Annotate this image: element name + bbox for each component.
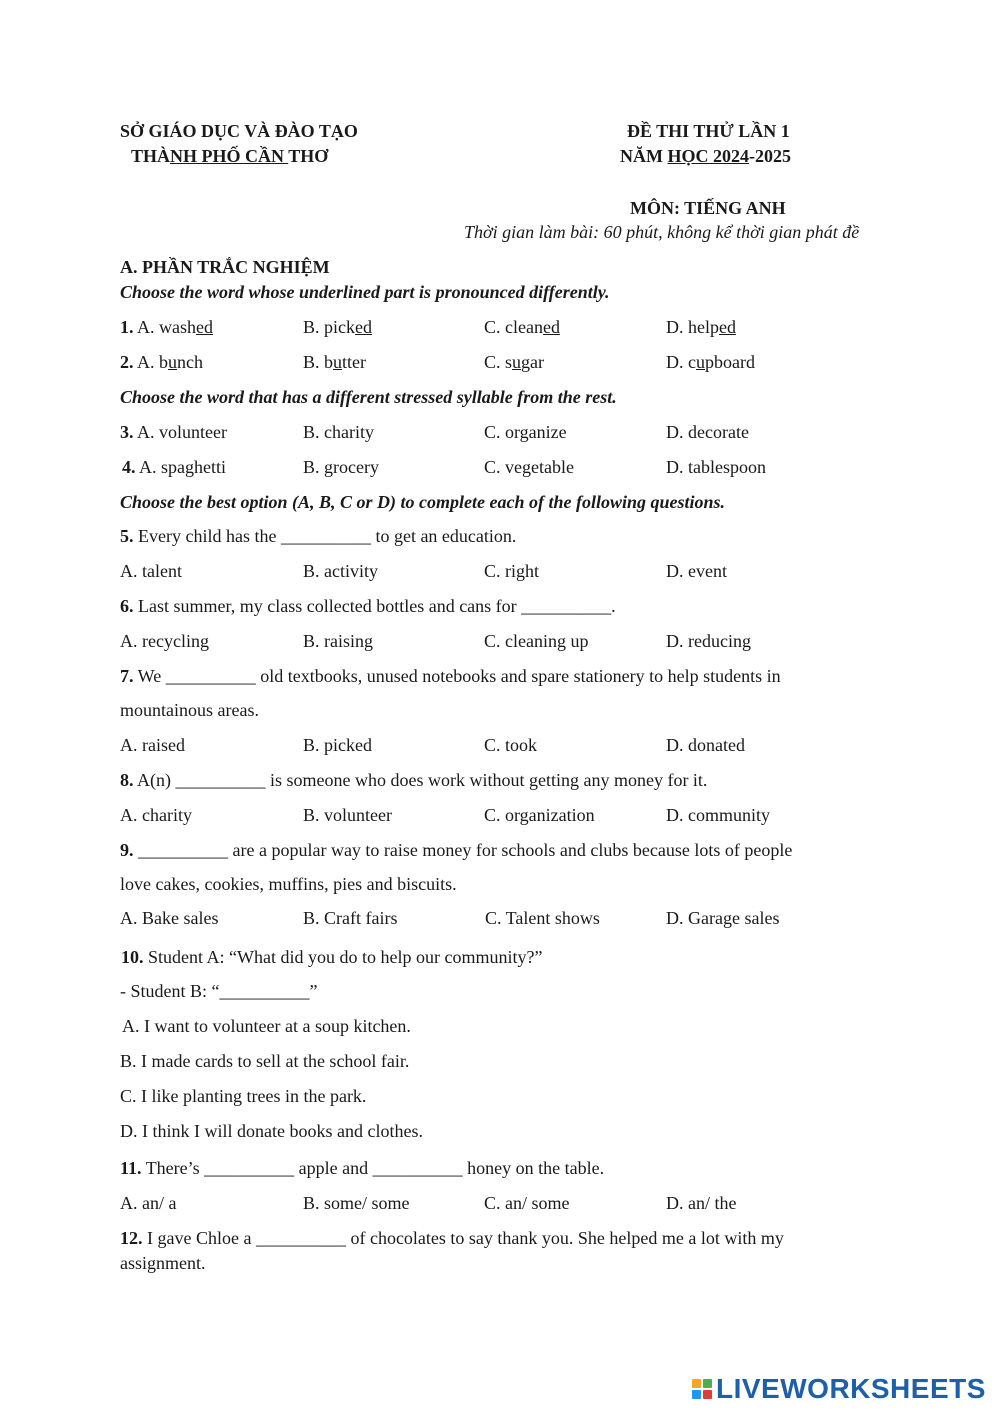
exam-title: ĐỀ THI THỬ LẦN 1 bbox=[627, 121, 790, 141]
q9-option-d: D. Garage sales bbox=[666, 908, 780, 928]
q12-question: 12. I gave Chloe a __________ of chocolates to say thank you. She helped me a lot with my bbox=[120, 1228, 784, 1248]
q7-option-c: C. took bbox=[484, 735, 538, 755]
q5-option-a: A. talent bbox=[120, 561, 182, 581]
q4-option-d: D. tablespoon bbox=[666, 457, 766, 477]
logo-cell-1 bbox=[692, 1379, 701, 1388]
q9-option-a: A. Bake sales bbox=[120, 908, 219, 928]
q11-option-a: A. an/ a bbox=[120, 1193, 177, 1213]
q2-option-d: D. cupboard bbox=[666, 352, 755, 372]
logo-text: LIVEWORKSHEETS bbox=[716, 1373, 986, 1404]
q10-option-c: C. I like planting trees in the park. bbox=[120, 1086, 367, 1106]
q2-option-a: 2. A. bunch bbox=[120, 352, 204, 372]
q3-option-b: B. charity bbox=[303, 422, 374, 442]
q11-option-b: B. some/ some bbox=[303, 1193, 410, 1213]
q4-option-a: 4. A. spaghetti bbox=[122, 457, 226, 477]
q10-question: 10. Student A: “What did you do to help our community?” bbox=[121, 947, 543, 967]
q10-option-a: A. I want to volunteer at a soup kitchen. bbox=[122, 1016, 411, 1036]
q10-option-d: D. I think I will donate books and clothes. bbox=[120, 1121, 423, 1141]
time-note: Thời gian làm bài: 60 phút, không kể thời gian phát đề bbox=[464, 222, 860, 242]
q9-option-c: C. Talent shows bbox=[485, 908, 600, 928]
logo-cell-2 bbox=[703, 1379, 712, 1388]
q7-question-line2: mountainous areas. bbox=[120, 700, 259, 720]
q1-option-a: 1. A. washed bbox=[120, 317, 213, 337]
q11-option-d: D. an/ the bbox=[666, 1193, 737, 1213]
q1-option-c: C. cleaned bbox=[484, 317, 560, 337]
q2-option-b: B. butter bbox=[303, 352, 367, 372]
q3-option-d: D. decorate bbox=[666, 422, 749, 442]
q6-option-d: D. reducing bbox=[666, 631, 751, 651]
q3-option-c: C. organize bbox=[484, 422, 567, 442]
q2-option-c: C. sugar bbox=[484, 352, 544, 372]
liveworksheets-logo[interactable] bbox=[692, 1373, 986, 1405]
q11-question: 11. There’s __________ apple and __________ honey on the table. bbox=[120, 1158, 605, 1178]
q11-option-c: C. an/ some bbox=[484, 1193, 570, 1213]
q9-option-b: B. Craft fairs bbox=[303, 908, 398, 928]
q6-option-c: C. cleaning up bbox=[484, 631, 589, 651]
subject-title: MÔN: TIẾNG ANH bbox=[630, 198, 786, 218]
q1-option-b: B. picked bbox=[303, 317, 372, 337]
instruction-best-option: Choose the best option (A, B, C or D) to complete each of the following questions. bbox=[120, 492, 726, 512]
q5-option-c: C. right bbox=[484, 561, 540, 581]
q8-option-b: B. volunteer bbox=[303, 805, 392, 825]
q1-option-d: D. helped bbox=[666, 317, 736, 337]
q7-option-d: D. donated bbox=[666, 735, 745, 755]
city-name: THÀNH PHỐ CẦN THƠ bbox=[131, 146, 329, 166]
logo-cell-3 bbox=[692, 1390, 701, 1399]
q12-question-line2: assignment. bbox=[120, 1253, 206, 1273]
logo-grid-icon bbox=[692, 1379, 712, 1399]
q8-question: 8. A(n) __________ is someone who does work without getting any money for it. bbox=[120, 770, 708, 790]
q8-option-c: C. organization bbox=[484, 805, 595, 825]
instruction-pronunciation: Choose the word whose underlined part is pronounced differently. bbox=[120, 282, 610, 302]
q8-option-a: A. charity bbox=[120, 805, 192, 825]
q5-option-b: B. activity bbox=[303, 561, 378, 581]
q4-option-b: B. grocery bbox=[303, 457, 379, 477]
q5-question: 5. Every child has the __________ to get an education. bbox=[120, 526, 517, 546]
q7-option-b: B. picked bbox=[303, 735, 372, 755]
logo-cell-4 bbox=[703, 1390, 712, 1399]
q9-question-line2: love cakes, cookies, muffins, pies and biscuits. bbox=[120, 874, 457, 894]
q9-question: 9. __________ are a popular way to raise money for schools and clubs because lots of people bbox=[120, 840, 793, 860]
q5-option-d: D. event bbox=[666, 561, 727, 581]
q6-question: 6. Last summer, my class collected bottles and cans for __________. bbox=[120, 596, 616, 616]
section-title: A. PHẦN TRẮC NGHIỆM bbox=[120, 257, 330, 277]
q8-option-d: D. community bbox=[666, 805, 770, 825]
q6-option-a: A. recycling bbox=[120, 631, 209, 651]
school-year: NĂM HỌC 2024-2025 bbox=[620, 146, 792, 166]
q10-question-line2: - Student B: “__________” bbox=[120, 981, 318, 1001]
q10-option-b: B. I made cards to sell at the school fair. bbox=[120, 1051, 410, 1071]
q4-option-c: C. vegetable bbox=[484, 457, 574, 477]
department-name: SỞ GIÁO DỤC VÀ ĐÀO TẠO bbox=[120, 121, 358, 141]
q7-option-a: A. raised bbox=[120, 735, 185, 755]
q6-option-b: B. raising bbox=[303, 631, 373, 651]
q7-question: 7. We __________ old textbooks, unused notebooks and spare stationery to help students in bbox=[120, 666, 781, 686]
q3-option-a: 3. A. volunteer bbox=[120, 422, 227, 442]
instruction-stress: Choose the word that has a different stressed syllable from the rest. bbox=[120, 387, 617, 407]
